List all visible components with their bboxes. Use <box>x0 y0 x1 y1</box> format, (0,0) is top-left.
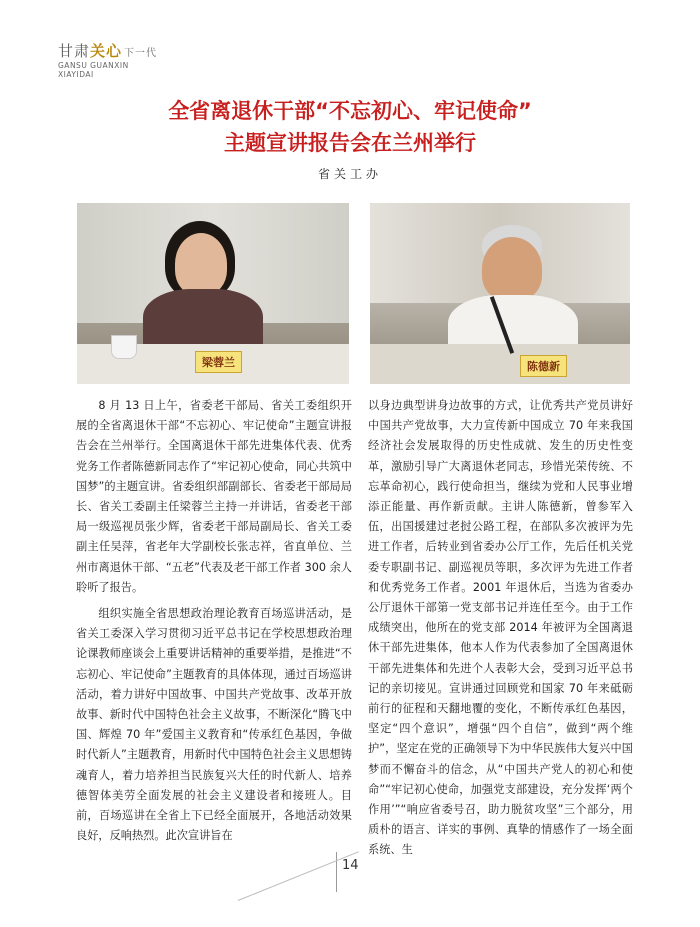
logo-suffix: 下一代 <box>124 48 158 59</box>
masthead-sub-line2: XIAYIDAI <box>58 70 94 79</box>
photo-speaker-woman <box>77 203 349 384</box>
nameplate-left: 梁蓉兰 <box>195 351 242 373</box>
body-column-right <box>368 396 633 861</box>
page-number: 14 <box>342 858 359 873</box>
table <box>370 344 630 384</box>
logo-prefix: 甘肃 <box>58 42 91 60</box>
article-byline: 省关工办 <box>317 167 382 181</box>
logo-main: 关心 <box>90 42 123 60</box>
decorative-line <box>238 851 359 901</box>
body-column-left <box>76 396 352 846</box>
article-title-line2: 主题宣讲报告会在兰州举行 <box>224 131 476 155</box>
person-face <box>175 233 227 295</box>
nameplate-right: 陈德新 <box>520 355 567 377</box>
paragraph: 以身边典型讲身边故事的方式，让优秀共产党员讲好中国共产党故事，大力宣传新中国成立 70 年来我国经济社会发展取得的历史性成就、发生的历史性变革，激励引导广大离退休老同志，珍惜光荣传统、不忘革命初心，践行使命担当，继续为党和人民事业增添正能量、再作新贡献。主讲人陈德新，曾参军入伍，出国援建过老挝公路工程，在部队多次被评为先进工作者，后转业到省委办公厅工作，先后任机关党委专职副书记、副巡视员等职，多次评为先进工作者和优秀党务工作者。2001 年退休后，当选为省委办公厅退休干部第一党支部书记并连任至今。由于工作成绩突出，他所在的党支部 2014 年被评为全国离退休干部先进集体，他本人作为代表参加了全国离退休干部先进集体和先进个人表彰大会，受到习近平总书记的亲切接见。宣讲通过回顾党和国家 70 年来砥砺前行的征程和天翻地覆的变化，不断传承红色基因，坚定“四个意识”，增强“四个自信”，做到“两个维护”，坚定在党的正确领导下为中华民族伟大复兴中国梦而不懈奋斗的信念，从“中国共产党人的初心和使命”“牢记初心使命，加强党支部建设，充分发挥‘两个作用’”“响应省委号召，助力脱贫攻坚”三个部分，用质朴的语言、详实的事例、真挚的情感作了一场全面系统、生 <box>368 399 633 857</box>
article-title-line1: 全省离退休干部“不忘初心、牢记使命” <box>168 99 532 123</box>
paragraph: 组织实施全省思想政治理论教育百场巡讲活动，是省关工委深入学习贯彻习近平总书记在学校思想政治理论课教师座谈会上重要讲话精神的重要举措，是推进“不忘初心、牢记使命”主题教育的具体体现，通过百场巡讲活动，着力讲好中国故事、中国共产党故事、改革开放故事、新时代中国特色社会主义故事，不断深化“腾飞中国、辉煌 70 年”爱国主义教育和“传承红色基因，争做时代新人”主题教育，用新时代中国特色社会主义思想铸魂育人，着力培养担当民族复兴大任的时代新人、培养德智体美劳全面发展的社会主义建设者和接班人。目前，百场巡讲在全省上下已经全面展开，各地活动效果良好，反响热烈。此次宣讲旨在 <box>76 607 352 843</box>
paragraph: 8 月 13 日上午，省委老干部局、省关工委组织开展的全省离退休干部“不忘初心、牢记使命”主题宣讲报告会在兰州举行。全国离退休干部先进集体代表、优秀党务工作者陈德新同志作了“牢记初心使命，同心共筑中国梦”的主题宣讲。省委组织部副部长、省委老干部局局长、省关工委副主任梁蓉兰主持一并讲话，省委老干部局一级巡视员张少辉，省委老干部局副局长、省关工委副主任吴萍，省老年大学副校长张志祥，省直单位、兰州市离退休干部、“五老”代表及老干部工作者 300 余人聆听了报告。 <box>76 399 352 594</box>
teacup-icon <box>111 335 137 359</box>
masthead-sub-line1: GANSU GUANXIN <box>58 61 129 70</box>
page-divider <box>336 852 337 892</box>
masthead <box>58 40 178 88</box>
person-face <box>482 237 542 301</box>
photo-speaker-man <box>370 203 630 384</box>
masthead-logo <box>58 40 178 61</box>
